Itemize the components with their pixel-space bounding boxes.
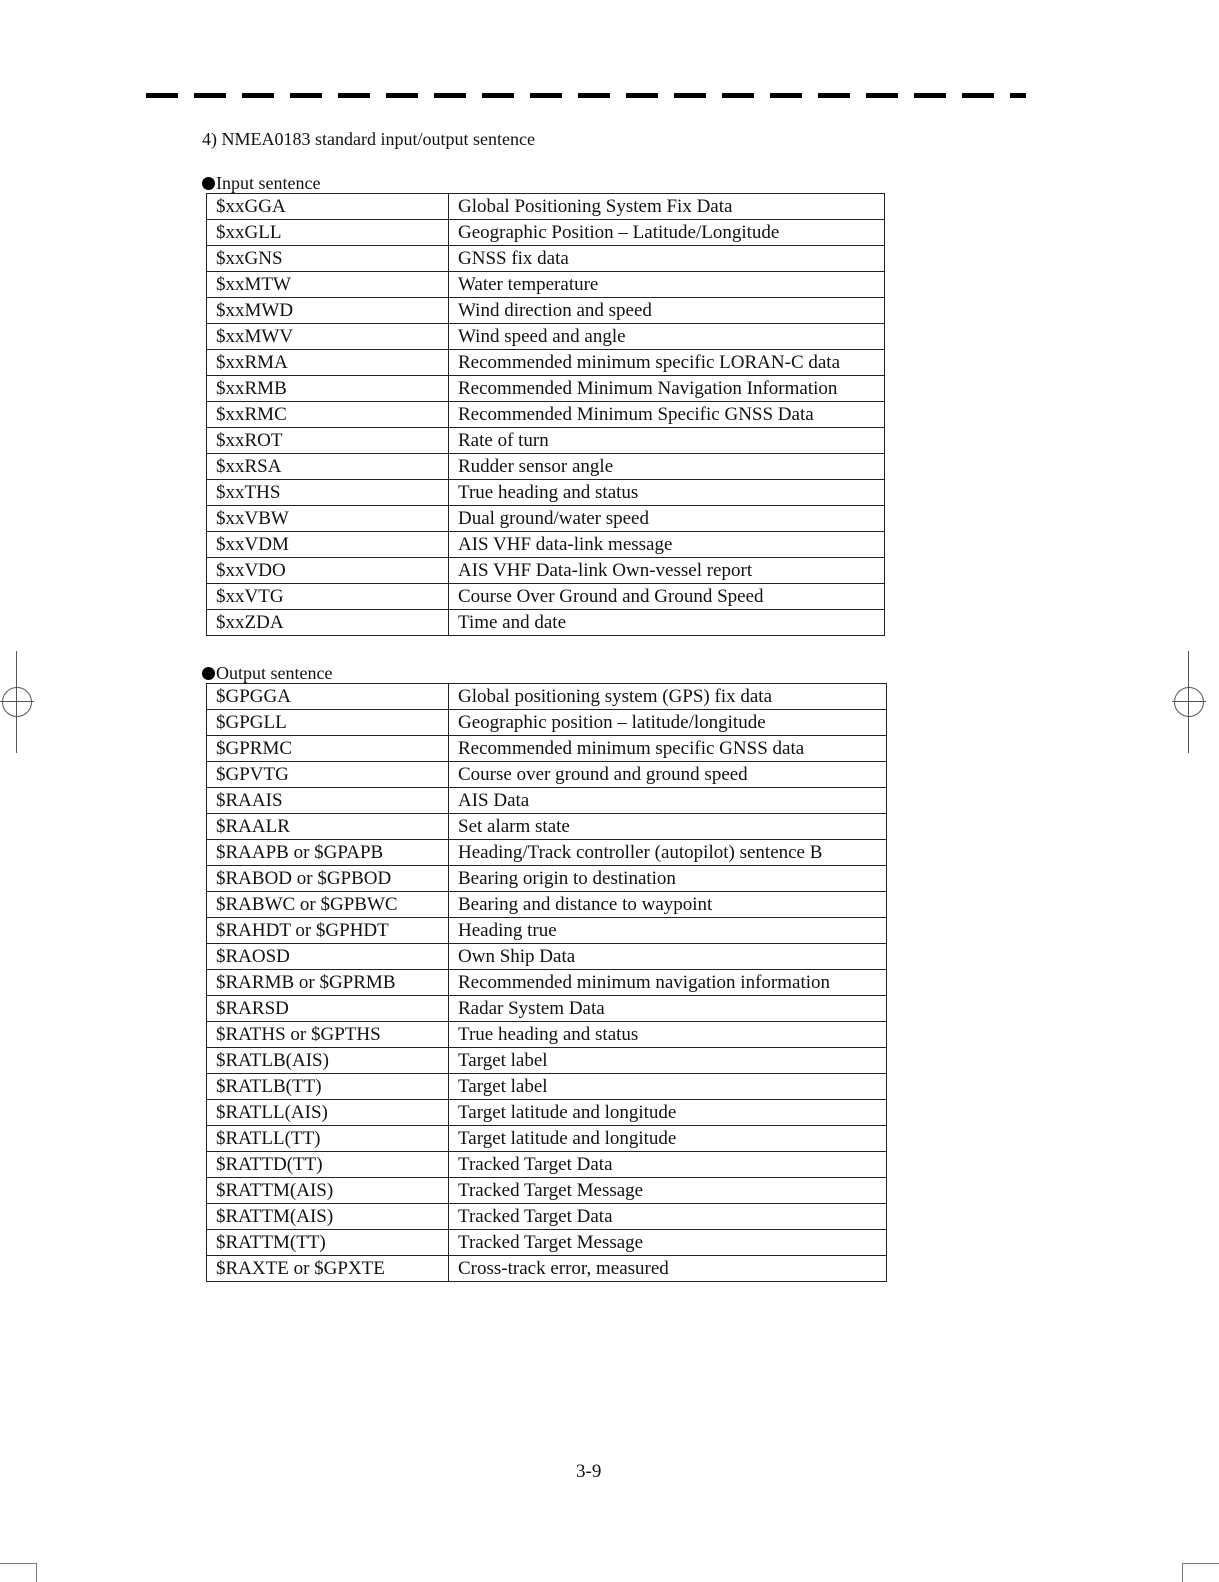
sentence-description: AIS VHF Data-link Own-vessel report <box>449 558 885 584</box>
table-row <box>207 996 887 1022</box>
sentence-code: $xxROT <box>207 428 449 454</box>
sentence-description: Tracked Target Message <box>449 1178 887 1204</box>
sentence-description: Recommended minimum navigation information <box>449 970 887 996</box>
sentence-code: $xxMTW <box>207 272 449 298</box>
sentence-code: $xxRMA <box>207 350 449 376</box>
sentence-description: Own Ship Data <box>449 944 887 970</box>
sentence-description: Heading/Track controller (autopilot) sentence B <box>449 840 887 866</box>
sentence-code: $RATTM(AIS) <box>207 1178 449 1204</box>
registration-mark-left <box>0 685 34 719</box>
table-row <box>207 480 885 506</box>
table-row <box>207 970 887 996</box>
sentence-description: AIS Data <box>449 788 887 814</box>
sentence-description: Global Positioning System Fix Data <box>449 194 885 220</box>
sentence-description: Course over ground and ground speed <box>449 762 887 788</box>
sentence-description: Heading true <box>449 918 887 944</box>
table-row <box>207 454 885 480</box>
table-row <box>207 1074 887 1100</box>
sentence-code: $xxTHS <box>207 480 449 506</box>
bullet-dot-icon <box>202 177 215 190</box>
table-row <box>207 788 887 814</box>
sentence-code: $xxRMC <box>207 402 449 428</box>
sentence-description: Target latitude and longitude <box>449 1126 887 1152</box>
table-row <box>207 1126 887 1152</box>
sentence-description: Course Over Ground and Ground Speed <box>449 584 885 610</box>
sentence-description: Radar System Data <box>449 996 887 1022</box>
section-title: 4) NMEA0183 standard input/output sentence <box>202 129 535 149</box>
sentence-code: $xxGLL <box>207 220 449 246</box>
table-row <box>207 892 887 918</box>
sentence-description: Dual ground/water speed <box>449 506 885 532</box>
sentence-code: $RATLB(AIS) <box>207 1048 449 1074</box>
sentence-code: $RATTM(AIS) <box>207 1204 449 1230</box>
input-sentence-table <box>206 193 885 636</box>
crop-mark-bottom-left <box>0 1563 37 1582</box>
sentence-description: AIS VHF data-link message <box>449 532 885 558</box>
sentence-code: $xxVTG <box>207 584 449 610</box>
output-sentence-heading <box>202 663 332 683</box>
sentence-code: $RATLB(TT) <box>207 1074 449 1100</box>
table-row <box>207 324 885 350</box>
table-row <box>207 1152 887 1178</box>
sentence-code: $GPGGA <box>207 684 449 710</box>
input-sentence-label: Input sentence <box>216 173 321 193</box>
sentence-code: $xxMWV <box>207 324 449 350</box>
table-row <box>207 1204 887 1230</box>
table-row <box>207 532 885 558</box>
sentence-description: Tracked Target Data <box>449 1204 887 1230</box>
sentence-description: Rate of turn <box>449 428 885 454</box>
table-row <box>207 866 887 892</box>
sentence-code: $xxVDM <box>207 532 449 558</box>
table-row <box>207 272 885 298</box>
sentence-code: $RATTD(TT) <box>207 1152 449 1178</box>
table-row <box>207 918 887 944</box>
table-row <box>207 840 887 866</box>
header-dashed-rule <box>146 93 1026 98</box>
output-sentence-table <box>206 683 887 1282</box>
sentence-code: $RABOD or $GPBOD <box>207 866 449 892</box>
sentence-code: $GPVTG <box>207 762 449 788</box>
sentence-code: $GPGLL <box>207 710 449 736</box>
sentence-code: $RATLL(AIS) <box>207 1100 449 1126</box>
sentence-description: Time and date <box>449 610 885 636</box>
table-row <box>207 1100 887 1126</box>
table-row <box>207 428 885 454</box>
sentence-code: $RABWC or $GPBWC <box>207 892 449 918</box>
bullet-dot-icon <box>202 667 215 680</box>
sentence-description: Target latitude and longitude <box>449 1100 887 1126</box>
sentence-code: $xxMWD <box>207 298 449 324</box>
sentence-description: Recommended minimum specific GNSS data <box>449 736 887 762</box>
sentence-description: Global positioning system (GPS) fix data <box>449 684 887 710</box>
sentence-description: Cross-track error, measured <box>449 1256 887 1282</box>
sentence-code: $xxRSA <box>207 454 449 480</box>
table-row <box>207 1178 887 1204</box>
sentence-code: $xxRMB <box>207 376 449 402</box>
page-number: 3-9 <box>576 1461 602 1482</box>
table-row <box>207 246 885 272</box>
sentence-description: Recommended Minimum Specific GNSS Data <box>449 402 885 428</box>
sentence-description: Target label <box>449 1074 887 1100</box>
input-sentence-heading <box>202 173 320 193</box>
table-row <box>207 1230 887 1256</box>
crop-mark-bottom-right <box>1182 1563 1219 1582</box>
table-row <box>207 762 887 788</box>
sentence-description: True heading and status <box>449 480 885 506</box>
sentence-code: $RAHDT or $GPHDT <box>207 918 449 944</box>
table-row <box>207 1048 887 1074</box>
sentence-description: Wind direction and speed <box>449 298 885 324</box>
table-row <box>207 814 887 840</box>
output-sentence-label: Output sentence <box>216 663 333 683</box>
sentence-description: Water temperature <box>449 272 885 298</box>
sentence-code: $xxVDO <box>207 558 449 584</box>
sentence-description: Target label <box>449 1048 887 1074</box>
table-row <box>207 506 885 532</box>
sentence-code: $RATHS or $GPTHS <box>207 1022 449 1048</box>
sentence-code: $RAAIS <box>207 788 449 814</box>
sentence-code: $RAAPB or $GPAPB <box>207 840 449 866</box>
sentence-description: Set alarm state <box>449 814 887 840</box>
table-row <box>207 710 887 736</box>
sentence-description: True heading and status <box>449 1022 887 1048</box>
table-row <box>207 402 885 428</box>
table-row <box>207 736 887 762</box>
table-row <box>207 610 885 636</box>
table-row <box>207 298 885 324</box>
sentence-code: $RATTM(TT) <box>207 1230 449 1256</box>
sentence-description: Bearing and distance to waypoint <box>449 892 887 918</box>
table-row <box>207 1256 887 1282</box>
sentence-code: $RARMB or $GPRMB <box>207 970 449 996</box>
sentence-code: $xxGGA <box>207 194 449 220</box>
registration-mark-right <box>1172 685 1206 719</box>
table-row <box>207 350 885 376</box>
sentence-description: GNSS fix data <box>449 246 885 272</box>
table-row <box>207 558 885 584</box>
sentence-description: Tracked Target Data <box>449 1152 887 1178</box>
sentence-description: Recommended minimum specific LORAN-C data <box>449 350 885 376</box>
sentence-code: $RAALR <box>207 814 449 840</box>
sentence-code: $xxZDA <box>207 610 449 636</box>
table-row <box>207 376 885 402</box>
sentence-code: $RAXTE or $GPXTE <box>207 1256 449 1282</box>
sentence-code: $xxGNS <box>207 246 449 272</box>
sentence-code: $RATLL(TT) <box>207 1126 449 1152</box>
table-row <box>207 1022 887 1048</box>
sentence-description: Rudder sensor angle <box>449 454 885 480</box>
sentence-code: $RAOSD <box>207 944 449 970</box>
table-row <box>207 220 885 246</box>
table-row <box>207 194 885 220</box>
sentence-code: $RARSD <box>207 996 449 1022</box>
table-row <box>207 684 887 710</box>
sentence-description: Recommended Minimum Navigation Information <box>449 376 885 402</box>
sentence-description: Tracked Target Message <box>449 1230 887 1256</box>
table-row <box>207 584 885 610</box>
sentence-description: Bearing origin to destination <box>449 866 887 892</box>
sentence-code: $xxVBW <box>207 506 449 532</box>
table-row <box>207 944 887 970</box>
sentence-description: Geographic Position – Latitude/Longitude <box>449 220 885 246</box>
sentence-description: Geographic position – latitude/longitude <box>449 710 887 736</box>
sentence-description: Wind speed and angle <box>449 324 885 350</box>
sentence-code: $GPRMC <box>207 736 449 762</box>
